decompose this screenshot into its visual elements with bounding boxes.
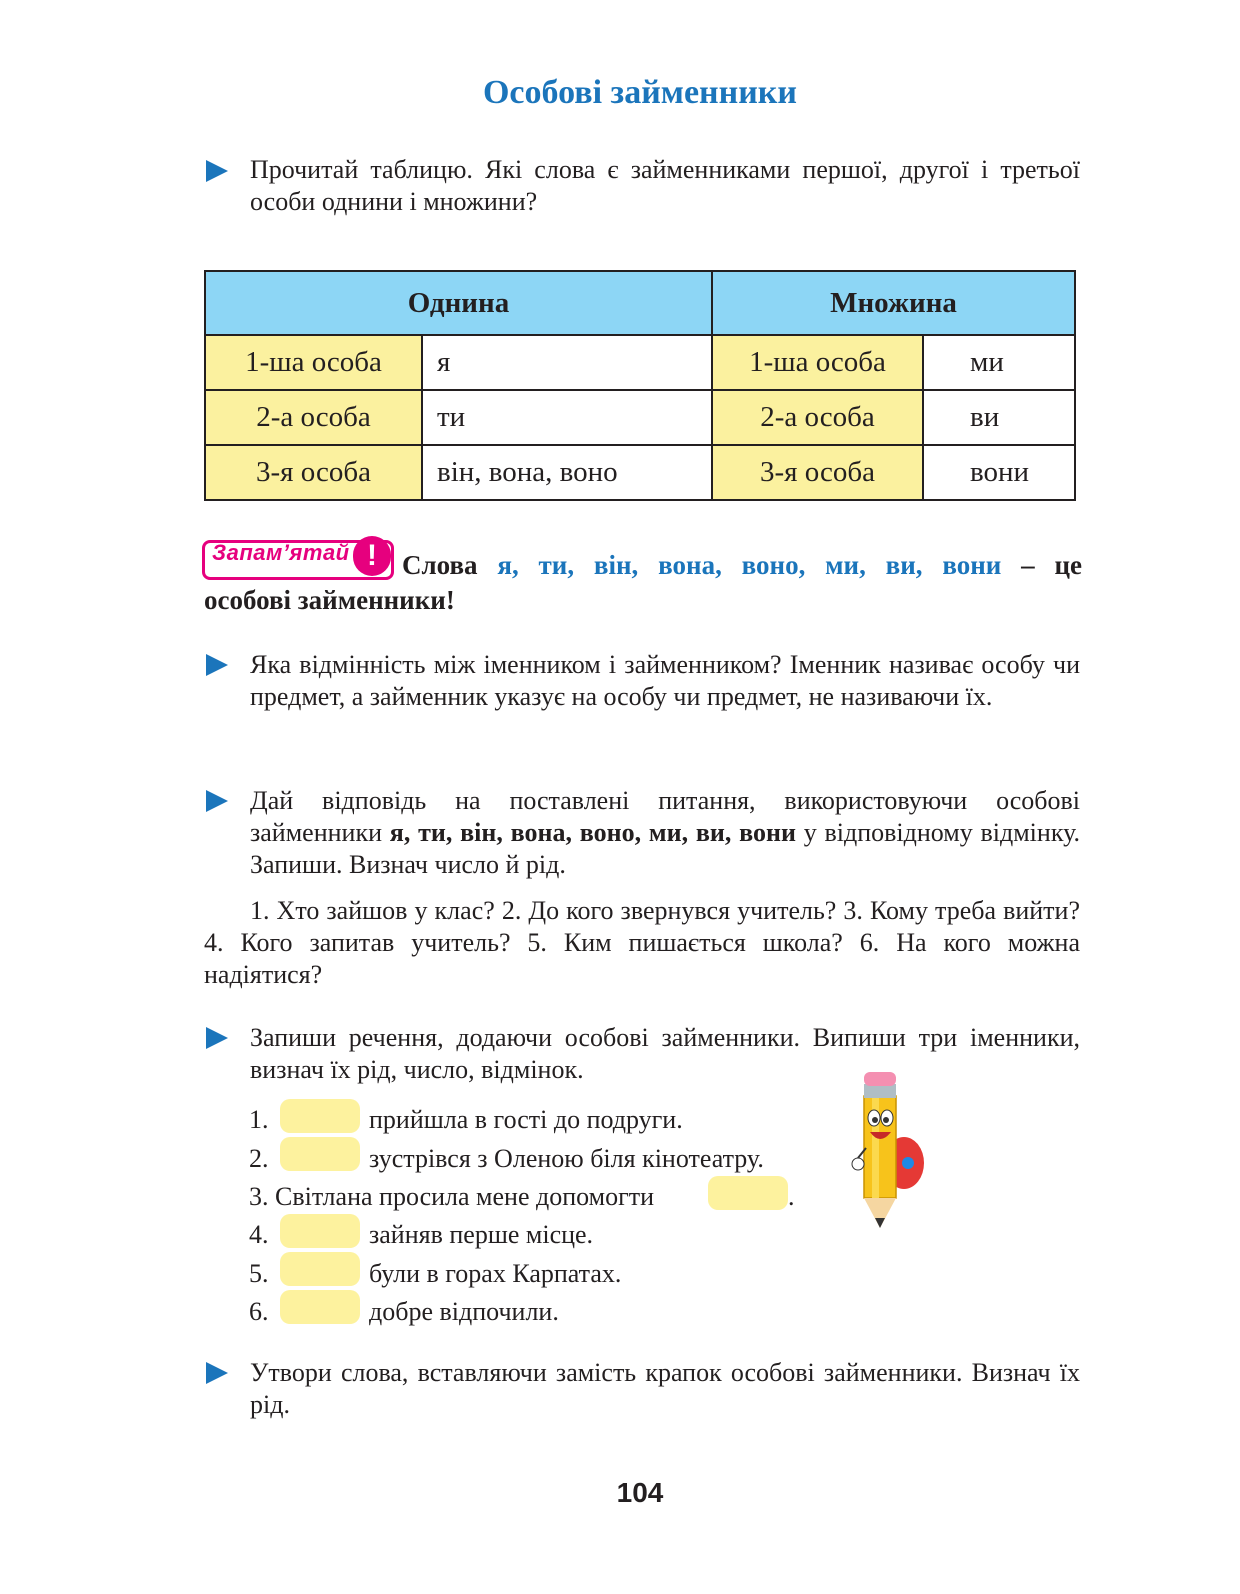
exercise-number: 4. — [249, 1220, 269, 1249]
answer-blank[interactable] — [280, 1137, 360, 1171]
exercise-number: 6. — [249, 1297, 269, 1326]
table-row — [205, 335, 1075, 390]
exercise-text: . — [788, 1182, 795, 1211]
bullet-arrow-icon — [206, 790, 228, 812]
pronoun-cell: ми — [923, 335, 1075, 390]
table-row — [205, 390, 1075, 445]
task-3-text — [250, 785, 1080, 881]
task-3-part2: у відповідному відмінку. Запиши. Визнач число й рід. — [250, 818, 1080, 879]
exercise-number: 5. — [249, 1259, 269, 1288]
bullet-arrow-icon — [206, 1027, 228, 1049]
pronoun-cell: вони — [923, 445, 1075, 500]
exercise-text: зустрівся з Оленою біля кінотеатру. — [369, 1144, 764, 1173]
bullet-arrow-icon — [206, 160, 228, 182]
answer-blank[interactable] — [280, 1214, 360, 1248]
pronoun-cell: він, вона, воно — [422, 445, 712, 500]
person-label: 1-ша особа — [712, 335, 923, 390]
remember-rule-end: особові займенники! — [204, 585, 455, 615]
exercise-sentence: 3. Світлана просила мене допомогти — [249, 1182, 655, 1211]
person-label: 2-а особа — [712, 390, 923, 445]
remember-lead: Слова — [402, 550, 478, 580]
task-5-text: Утвори слова, вставляючи замість крапок особові займенники. Визнач їх рід. — [250, 1358, 1080, 1419]
person-label: 1-ша особа — [205, 335, 422, 390]
answer-blank[interactable] — [708, 1176, 788, 1210]
bullet-arrow-icon — [206, 654, 228, 676]
pronoun-table — [204, 270, 1076, 501]
page-title: Особові займенники — [482, 74, 797, 111]
table-header-row — [205, 271, 1075, 335]
task-4-text: Запиши речення, додаючи особові займенники. Випиши три іменники, визнач їх рід, число, відмінок. — [250, 1023, 1080, 1084]
pronoun-cell: ти — [422, 390, 712, 445]
exclamation-icon: ! — [353, 536, 391, 576]
task-3-pronouns: я, ти, він, вона, воно, ми, ви, вони — [389, 818, 796, 847]
task-3-questions: 1. Хто зайшов у клас? 2. До кого звернувся учитель? 3. Кому треба вийти? 4. Кого запитав учитель? 5. Ким пишається школа? 6. На кого можна надіятися? — [204, 896, 1080, 989]
header-singular: Однина — [205, 271, 712, 335]
exercise-text: добре відпочили. — [369, 1297, 559, 1326]
person-label: 3-я особа — [205, 445, 422, 500]
answer-blank[interactable] — [280, 1099, 360, 1133]
pencil-mascot-icon — [846, 1068, 930, 1234]
answer-blank[interactable] — [280, 1290, 360, 1324]
task-3-part1: Дай відповідь на поставлені питання, використовуючи особові займенники — [250, 786, 1080, 847]
task-1-text: Прочитай таблицю. Які слова є займенниками першої, другої і третьої особи однини і множини? — [250, 155, 1080, 216]
pronoun-cell: я — [422, 335, 712, 390]
person-label: 3-я особа — [712, 445, 923, 500]
pronoun-cell: ви — [923, 390, 1075, 445]
task-2-text: Яка відмінність між іменником і займенником? Іменник називає особу чи предмет, а займенник указує на особу чи предмет, не називаючи їх. — [250, 650, 1080, 711]
person-label: 2-а особа — [205, 390, 422, 445]
answer-blank[interactable] — [280, 1252, 360, 1286]
page-number: 104 — [616, 1477, 664, 1508]
header-plural: Множина — [712, 271, 1075, 335]
exercise-text: зайняв перше місце. — [369, 1220, 594, 1249]
exercise-text: прийшла в гості до подруги. — [369, 1105, 683, 1134]
remember-rule — [402, 550, 1082, 581]
table-row — [205, 445, 1075, 500]
exercise-number: 2. — [249, 1144, 269, 1173]
bullet-arrow-icon — [206, 1362, 228, 1384]
exercise-number: 1. — [249, 1105, 269, 1134]
remember-words: я, ти, він, вона, воно, ми, ви, вони — [497, 550, 1002, 580]
remember-badge-label: Запам’ятай — [212, 540, 350, 565]
exercise-text: були в горах Карпатах. — [369, 1259, 622, 1288]
remember-dash: – це — [1021, 550, 1083, 580]
